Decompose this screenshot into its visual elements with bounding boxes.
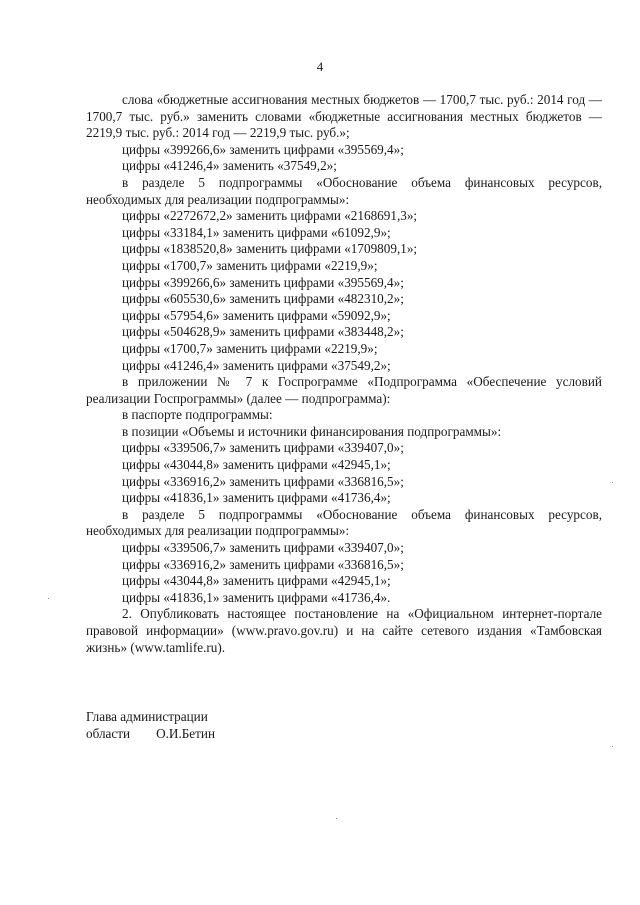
scan-speck <box>612 482 613 483</box>
paragraph: цифры «41836,1» заменить цифрами «41736,4». <box>122 589 391 605</box>
paragraph: цифры «1838520,8» заменить цифрами «1709809,1»; <box>122 241 418 257</box>
paragraph: в приложении № 7 к Госпрограмме «Подпрограмма «Обеспечение условий реализации Госпрограммы» (далее — подпрограмма): <box>86 374 602 406</box>
paragraph: цифры «33184,1» заменить цифрами «61092,9»; <box>122 224 391 240</box>
paragraph: цифры «504628,9» заменить цифрами «383448,2»; <box>122 324 404 340</box>
paragraph: цифры «41246,4» заменить цифрами «37549,2»; <box>122 357 391 373</box>
paragraph: в разделе 5 подпрограммы «Обоснование объема финансовых ресурсов, необходимых для реализации подпрограммы»: <box>86 506 602 539</box>
scan-speck <box>612 746 613 747</box>
paragraph: цифры «43044,8» заменить цифрами «42945,1»; <box>122 573 391 589</box>
paragraph: цифры «41246,4» заменить «37549,2»; <box>122 158 337 174</box>
paragraph: цифры «2272672,2» заменить цифрами «2168691,3»; <box>122 208 418 224</box>
paragraph: в паспорте подпрограммы: <box>122 407 273 423</box>
scan-speck <box>336 818 337 819</box>
paragraph: слова «бюджетные ассигнования местных бюджетов — 1700,7 тыс. руб.: 2014 год — 1700,7 тыс. руб.» заменить словами «бюджетные ассигнования местных бюджетов — 2219,9 тыс. руб.: 2014 год — 2219,9 тыс. руб.»; <box>86 92 602 141</box>
paragraph: цифры «1700,7» заменить цифрами «2219,9»; <box>122 340 378 356</box>
paragraph: цифры «336916,2» заменить цифрами «336816,5»; <box>122 473 404 489</box>
scan-speck <box>48 598 49 599</box>
paragraph: цифры «605530,6» заменить цифрами «482310,2»; <box>122 291 404 307</box>
paragraph: цифры «57954,6» заменить цифрами «59092,9»; <box>122 307 391 323</box>
signatory-title: Глава администрации <box>86 709 208 724</box>
signatory-region: области <box>86 726 131 741</box>
paragraph: в позиции «Объемы и источники финансирования подпрограммы»: <box>122 423 502 439</box>
paragraph: цифры «1700,7» заменить цифрами «2219,9»; <box>122 257 378 273</box>
paragraph: цифры «399266,6» заменить цифрами «395569,4»; <box>122 274 404 290</box>
paragraph: в разделе 5 подпрограммы «Обоснование объема финансовых ресурсов, необходимых для реализации подпрограммы»: <box>86 174 602 207</box>
paragraph: 2. Опубликовать настоящее постановление на «Официальном интернет-портале правовой информации» (www.pravo.gov.ru) и на сайте сетевого издания «Тамбовская жизнь» (www.tamlife.ru). <box>86 606 602 655</box>
paragraph: цифры «336916,2» заменить цифрами «336816,5»; <box>122 556 404 572</box>
page-number: 4 <box>316 59 324 74</box>
signature-block <box>86 708 215 742</box>
paragraph: цифры «339506,7» заменить цифрами «339407,0»; <box>122 440 404 456</box>
paragraph: цифры «339506,7» заменить цифрами «339407,0»; <box>122 540 404 556</box>
paragraph: цифры «43044,8» заменить цифрами «42945,1»; <box>122 457 391 473</box>
paragraph: цифры «399266,6» заменить цифрами «395569,4»; <box>122 141 404 157</box>
signatory-name: О.И.Бетин <box>156 726 216 741</box>
paragraph: цифры «41836,1» заменить цифрами «41736,4»; <box>122 490 391 506</box>
document-body <box>86 92 602 656</box>
